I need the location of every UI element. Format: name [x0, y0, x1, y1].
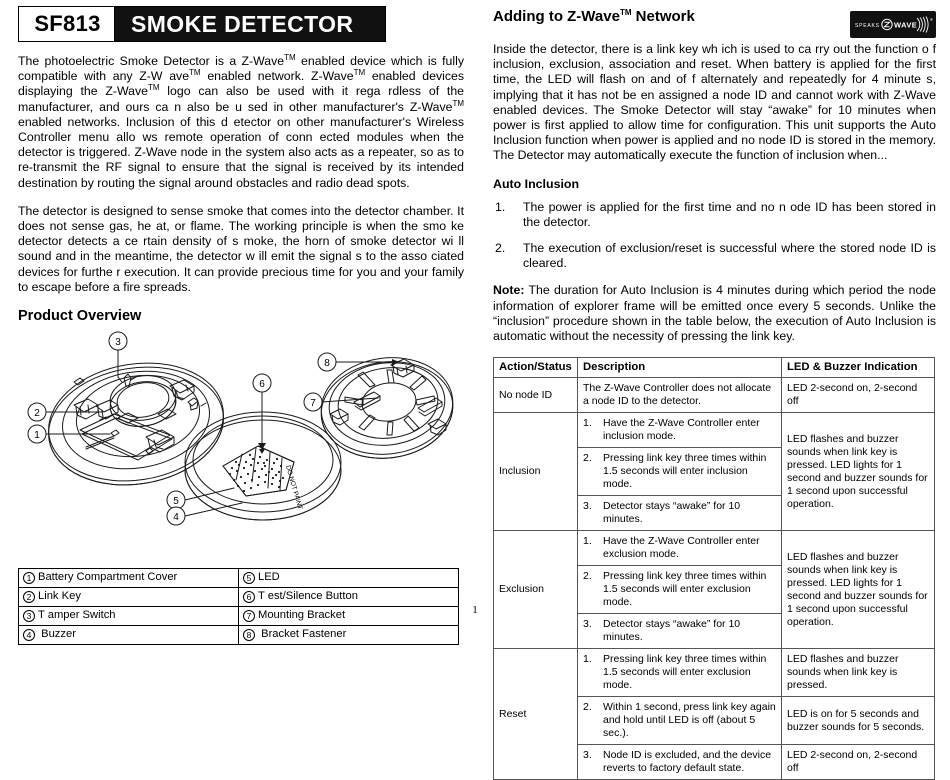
table-row: [19, 626, 459, 645]
left-column: [18, 6, 470, 641]
indication-cell: LED is on for 5 seconds and buzzer sounds for 5 seconds.: [782, 697, 935, 745]
step-text: Have the Z-Wave Controller enter exclusion mode.: [603, 535, 760, 561]
step-text: Pressing link key three times within 1.5 seconds will enter exclusion mode.: [603, 570, 767, 609]
action-table-body: [494, 378, 935, 780]
product-overview-figure: [18, 330, 470, 562]
intro-p1-f: enabled networks. Inclusion of this d etector on other manufacturer's Wireless Controller menu allo ws remote operation of conn ected modules when the detector is triggered. Z-Wave node in the system also acts as a repeater, so as to re-transmit the RF signal to ensure that the signal is received by its intended destination by routing the signal around obstacles and radio dead spots.: [18, 114, 464, 190]
description-cell: [578, 697, 782, 745]
part-number-badge: 7: [243, 610, 255, 622]
list-item: [493, 241, 936, 271]
detector-exploded-diagram: [18, 330, 470, 562]
part-number-badge: 8: [243, 629, 255, 641]
note-label: Note:: [493, 283, 525, 298]
svg-text:3: 3: [115, 337, 121, 349]
part-label: T est/Silence Button: [258, 590, 358, 603]
adding-paragraph-1: Inside the detector, there is a link key wh ich is used to ca rry out the function o f inclusion, exclusion, association and reset. When battery is applied for the first time, the LED will flash on and of f alternately and repeatedly for 4 minute s, implying that it has not be en assigned a node ID and cannot work with Z-Wave enabled devices. The Smoke Detector will stay “awake” for 10 minutes when power is first applied to allow time for configuration. This unit supports the Auto Inclusion function when power is applied and no node ID is stored in the memory. The Detector may automatically execute the function of inclusion when...: [493, 42, 936, 163]
intro-paragraph-2: The detector is designed to sense smoke that comes into the detector chamber. It does not sense gas, he at, or flame. The working principle is when the smo ke detector detects a ce rtain density of s moke, the horn of smoke detector wi ll sound and in the meantime, the detector w ill emit the signal s to the asso ciated devices for furthe r execution. It can provide precious time for you and your family to escape before a fire spreads.: [18, 203, 464, 294]
parts-cell-left: [19, 569, 239, 588]
table-row: [494, 413, 935, 448]
column-header-action-status: Action/Status: [494, 358, 578, 378]
intro-p1-e: logo can also be used with it rega rdless of the manufacturer, and ours ca n also be u sed in other manufacturer's Z-Wave: [18, 84, 464, 114]
description-cell: [578, 448, 782, 496]
auto-inclusion-note: [493, 283, 936, 344]
action-cell: Exclusion: [494, 531, 578, 649]
step-number: 3.: [583, 618, 592, 631]
svg-text:WAVE: WAVE: [894, 20, 918, 30]
speaks-zwave-logo-icon: [851, 12, 935, 37]
step-text: Pressing link key three times within 1.5 seconds will enter inclusion mode.: [603, 452, 767, 491]
table-row: [494, 378, 935, 413]
table-row: [494, 531, 935, 566]
callout-8: [318, 353, 336, 371]
part-number-badge: 6: [243, 591, 255, 603]
product-overview-heading: Product Overview: [18, 308, 142, 325]
trademark-mark-5: TM: [452, 98, 464, 108]
list-item-number: 2.: [495, 241, 506, 256]
step-number: 1.: [583, 535, 592, 548]
intro-p1-a: The photoelectric Smoke Detector is a Z-Wave: [18, 54, 285, 68]
step-number: 3.: [583, 500, 592, 513]
part-label: Bracket Fastener: [258, 628, 347, 641]
page-number: 1: [472, 604, 478, 616]
description-cell: [578, 496, 782, 531]
column-header-description: Description: [578, 358, 782, 378]
detector-cover-drawing: [185, 412, 341, 520]
step-number: 1.: [583, 653, 592, 666]
svg-text:4: 4: [173, 512, 179, 524]
list-item: [493, 200, 936, 230]
indication-cell: LED 2-second on, 2-second off: [782, 378, 935, 413]
model-number: SF813: [19, 7, 115, 41]
step-number: 1.: [583, 417, 592, 430]
list-item-text: The execution of exclusion/reset is successful where the stored node ID is cleared.: [523, 241, 936, 271]
indication-cell: LED 2-second on, 2-second off: [782, 745, 935, 780]
description-cell: [578, 745, 782, 780]
callout-5: [167, 491, 185, 509]
trademark-mark-2: TM: [189, 68, 201, 78]
callout-2: [28, 403, 46, 421]
intro-paragraph-1: [18, 54, 464, 191]
svg-text:6: 6: [259, 379, 265, 391]
title-banner: [18, 6, 386, 42]
svg-text:7: 7: [310, 398, 316, 410]
callout-4: [167, 507, 185, 525]
svg-text:2: 2: [34, 408, 40, 420]
callout-7: [304, 393, 322, 411]
auto-inclusion-list: [493, 200, 936, 272]
intro-p1-b: enabled device which is fully compatible with any Z-W ave: [18, 54, 464, 84]
part-label: Link Key: [38, 590, 81, 603]
page-title: SMOKE DETECTOR: [131, 10, 354, 37]
part-label: Mounting Bracket: [258, 609, 346, 622]
trademark-mark-4: TM: [147, 83, 160, 93]
do-not-paint-label: DO NOT PAINT: [284, 464, 304, 511]
action-cell: Reset: [494, 649, 578, 780]
indication-cell: LED flashes and buzzer sounds when link key is pressed.: [782, 649, 935, 697]
action-cell: No node ID: [494, 378, 578, 413]
step-text: Node ID is excluded, and the device reverts to factory default state.: [603, 749, 772, 775]
description-cell: The Z-Wave Controller does not allocate a node ID to the detector.: [578, 378, 782, 413]
description-cell: [578, 649, 782, 697]
action-cell: Inclusion: [494, 413, 578, 531]
action-status-table: [493, 357, 935, 780]
trademark-mark-heading: TM: [619, 8, 632, 17]
step-text: Have the Z-Wave Controller enter inclusion mode.: [603, 417, 760, 443]
intro-p1-c: enabled network. Z-Wave: [200, 69, 354, 84]
mounting-bracket-drawing: [316, 350, 459, 465]
part-number-badge: 2: [23, 591, 35, 603]
table-row: [494, 649, 935, 697]
auto-inclusion-heading: Auto Inclusion: [493, 176, 580, 191]
column-header-led-buzzer: LED & Buzzer Indication: [782, 358, 935, 378]
detector-base-drawing: [40, 351, 232, 497]
right-column: [493, 2, 936, 775]
step-number: 3.: [583, 749, 592, 762]
trademark-mark-1: TM: [284, 52, 296, 62]
note-text: The duration for Auto Inclusion is 4 minutes during which period the node information of explorer frame will be emitted once every 5 seconds. Unlike the “inclusion” procedure shown in the table below, the execution of Auto Inclusion is automatic without the necessity of pressing the link key.: [493, 283, 936, 344]
svg-text:SPEAKS: SPEAKS: [855, 23, 880, 29]
part-number-badge: 5: [243, 572, 255, 584]
description-cell: [578, 413, 782, 448]
callout-numbers: [28, 332, 336, 525]
step-text: Pressing link key three times within 1.5 seconds will enter exclusion mode.: [603, 653, 767, 692]
indication-cell: LED flashes and buzzer sounds when link key is pressed. LED lights for 1 second and buzzer sounds for 1 second upon successful operation.: [782, 531, 935, 649]
svg-text:5: 5: [173, 496, 179, 508]
step-text: Detector stays “awake” for 10 minutes.: [603, 500, 741, 526]
callout-1: [28, 425, 46, 443]
step-number: 2.: [583, 452, 592, 465]
parts-cell-left: [19, 626, 239, 645]
table-row: [19, 569, 459, 588]
step-text: Detector stays “awake” for 10 minutes.: [603, 618, 741, 644]
callout-3: [109, 332, 127, 350]
part-label: LED: [258, 571, 280, 584]
trademark-mark-3: TM: [353, 68, 366, 78]
svg-text:®: ®: [930, 17, 933, 22]
step-number: 2.: [583, 570, 592, 583]
step-number: 2.: [583, 701, 592, 714]
part-label: Battery Compartment Cover: [38, 571, 178, 584]
list-item-number: 1.: [495, 199, 506, 214]
part-label: Buzzer: [38, 628, 76, 641]
column-divider: [477, 0, 478, 654]
parts-cell-right: [239, 569, 459, 588]
part-number-badge: 3: [23, 610, 35, 622]
description-cell: [578, 614, 782, 649]
indication-cell: LED flashes and buzzer sounds when link key is pressed. LED lights for 1 second and buzzer sounds for 1 second upon successful operation.: [782, 413, 935, 531]
svg-text:1: 1: [34, 430, 40, 442]
heading-text-a: Adding to Z-Wave: [493, 8, 620, 25]
svg-text:8: 8: [324, 358, 330, 370]
list-item-text: The power is applied for the first time and no n ode ID has been stored in the detector.: [523, 199, 936, 229]
heading-text-b: Network: [631, 8, 695, 25]
step-text: Within 1 second, press link key again and hold until LED is off (about 5 sec.).: [603, 701, 776, 740]
table-header-row: [494, 358, 935, 378]
intro-p1-d: enabled devices displaying the Z-Wave: [18, 69, 465, 99]
part-number-badge: 4: [23, 629, 35, 641]
zwave-logo-badge: [850, 11, 936, 38]
part-label: T amper Switch: [38, 609, 116, 622]
description-cell: [578, 531, 782, 566]
part-number-badge: 1: [23, 572, 35, 584]
action-table-head: [494, 358, 935, 378]
parts-cell-right: [239, 626, 459, 645]
callout-6: [253, 374, 271, 392]
